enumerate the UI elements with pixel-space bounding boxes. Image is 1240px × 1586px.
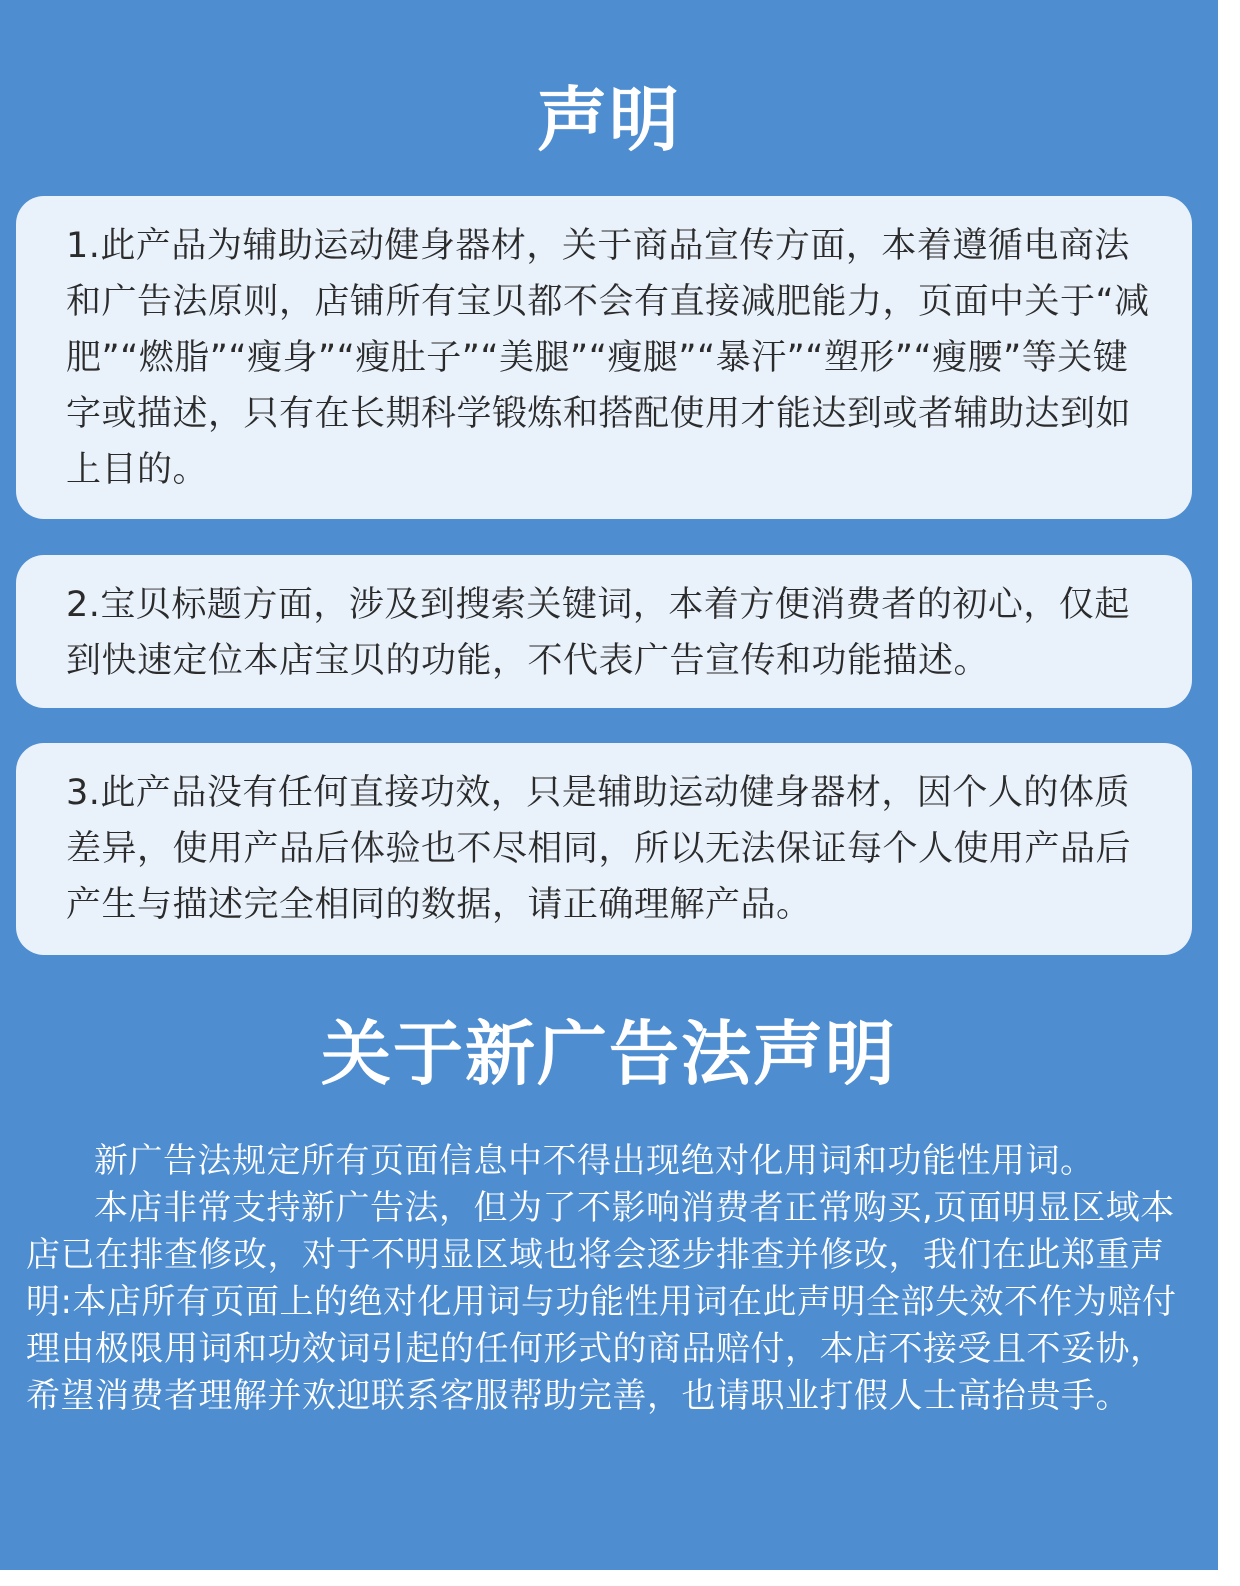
statement-text-1: 1.此产品为辅助运动健身器材，关于商品宣传方面，本着遵循电商法和广告法原则，店铺所有宝贝都不会有直接减肥能力，页面中关于“减肥”“燃脂”“瘦身”“瘦肚子”“美腿”“瘦腿”“暴汗”“塑形”“瘦腰”等关键字或描述，只有在长期科学锻炼和搭配使用才能达到或者辅助达到如上目的。: [66, 226, 1150, 490]
statement-card-1: [16, 196, 1192, 519]
statement-text-2: 2.宝贝标题方面，涉及到搜索关键词，本着方便消费者的初心，仅起到快速定位本店宝贝的功能，不代表广告宣传和功能描述。: [66, 585, 1130, 681]
page-title: 声明: [537, 79, 681, 161]
ad-law-paragraph-1: 新广告法规定所有页面信息中不得出现绝对化用词和功能性用词。: [94, 1141, 1095, 1181]
ad-law-notice: [26, 1138, 1196, 1420]
ad-law-paragraph-2: 本店非常支持新广告法，但为了不影响消费者正常购买,页面明显区域本店已在排查修改，对于不明显区域也将会逐步排查并修改，我们在此郑重声明:本店所有页面上的绝对化用词与功能性用词在此声明全部失效不作为赔付理由极限用词和功效词引起的任何形式的商品赔付，本店不接受且不妥协，希望消费者理解并欢迎联系客服帮助完善，也请职业打假人士高抬贵手。: [26, 1188, 1177, 1416]
statement-card-2: [16, 555, 1192, 708]
statement-card-3: [16, 743, 1192, 955]
ad-law-title: 关于新广告法声明: [321, 1013, 897, 1095]
statement-text-3: 3.此产品没有任何直接功效，只是辅助运动健身器材，因个人的体质差异，使用产品后体验也不尽相同，所以无法保证每个人使用产品后产生与描述完全相同的数据，请正确理解产品。: [66, 773, 1132, 925]
